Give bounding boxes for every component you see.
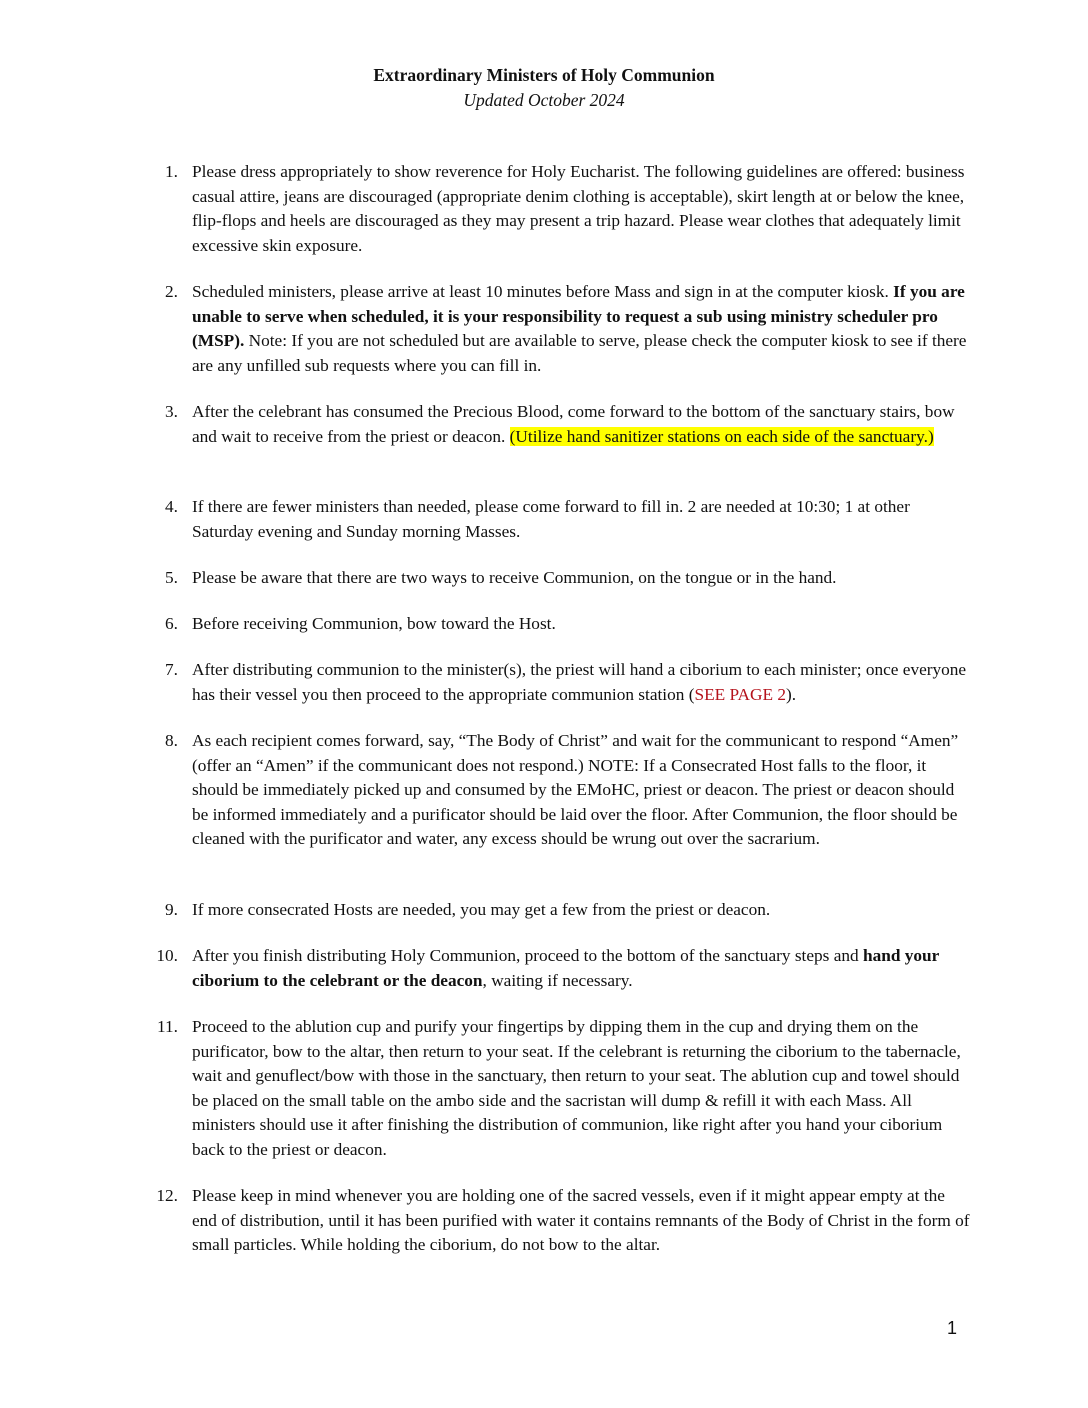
list-item-text: Proceed to the ablution cup and purify your fingertips by dipping them in the cup and drying them on the purificator, bow to the altar, then return to your seat. If the celebrant is returning the ciborium to the tabernacle, wait and genuflect/bow with those in the sanctuary, then return to your seat. The ablution cup and towel should be placed on the small table on the ambo side and the sacristan will dump & refill it with each Mass. All ministers should use it after finishing the distribution of communion, like right after you hand your ciborium back to the priest or deacon. [192, 1017, 961, 1159]
list-item-text [192, 658, 972, 707]
list-item-text: If there are fewer ministers than needed, please come forward to fill in. 2 are needed at 10:30; 1 at other Saturday evening and Sunday morning Masses. [192, 497, 910, 541]
document-title: Extraordinary Ministers of Holy Communion [373, 65, 715, 85]
list-item-number: 8. [165, 731, 178, 750]
list-item-number: 11. [157, 1017, 178, 1036]
list-item-number: 3. [165, 402, 178, 421]
list-item-number: 7. [165, 660, 178, 679]
list-item-text [192, 944, 972, 993]
list-item-text: As each recipient comes forward, say, “The Body of Christ” and wait for the communicant to respond “Amen” (offer an “Amen” if the communicant does not respond.) NOTE: If a Consecrated Host falls to the floor, it should be immediately picked up and consumed by the EMoHC, priest or deacon. The priest or deacon should be informed immediately and a purificator should be laid over the floor. After Communion, the floor should be cleaned with the purificator and water, any excess should be wrung out over the sacrarium. [192, 731, 959, 849]
list-item-text: Please keep in mind whenever you are holding one of the sacred vessels, even if it might appear empty at the end of distribution, until it has been purified with water it contains remnants of the Body of Christ in the form of small particles. While holding the ciborium, do not bow to the altar. [192, 1186, 970, 1255]
list-item-text: Please dress appropriately to show reverence for Holy Eucharist. The following guidelines are offered: business casual attire, jeans are discouraged (appropriate denim clothing is acceptable), skirt length at or below the knee, flip-flops and heels are discouraged as they may present a trip hazard. Please wear clothes that adequately limit excessive skin exposure. [192, 162, 965, 255]
document-subtitle: Updated October 2024 [463, 90, 625, 110]
list-item-number: 12. [156, 1186, 178, 1205]
list-item-text-part: After you finish distributing Holy Communion, proceed to the bottom of the sanctuary steps and [192, 946, 863, 965]
list-item-text [192, 280, 972, 378]
list-item-bold-text: If you are unable to serve when scheduled, it is your responsibility to request a sub using ministry scheduler pro (MSP). [192, 282, 965, 351]
list-item-text-part: Note: If you are not scheduled but are available to serve, please check the computer kiosk to see if there are any unfilled sub requests where you can fill in. [192, 331, 967, 375]
see-page-2-link[interactable]: SEE PAGE 2 [694, 684, 787, 704]
page-number: 1 [947, 1318, 958, 1338]
list-item-number: 10. [156, 946, 178, 965]
list-item-number: 5. [165, 568, 178, 587]
list-item-text-part: Scheduled ministers, please arrive at least 10 minutes before Mass and sign in at the computer kiosk. [192, 282, 894, 301]
list-item-text: Please be aware that there are two ways to receive Communion, on the tongue or in the hand. [192, 568, 837, 587]
list-item-text: Before receiving Communion, bow toward the Host. [192, 614, 556, 633]
list-item-number: 2. [165, 282, 178, 301]
list-item-text-part: After distributing communion to the minister(s), the priest will hand a ciborium to each minister; once everyone has their vessel you then proceed to the appropriate communion station ( [192, 660, 967, 704]
list-item-text [192, 400, 972, 449]
list-item-text-part: After the celebrant has consumed the Precious Blood, come forward to the bottom of the sanctuary stairs, bow and wait to receive from the priest or deacon. [192, 402, 955, 446]
list-item-number: 1. [165, 162, 178, 181]
highlighted-text: (Utilize hand sanitizer stations on each side of the sanctuary.) [509, 426, 934, 446]
list-item-number: 6. [165, 614, 178, 633]
list-item-bold-text: hand your ciborium to the celebrant or the deacon [192, 946, 940, 990]
list-item-text: If more consecrated Hosts are needed, you may get a few from the priest or deacon. [192, 900, 771, 919]
list-item-number: 9. [165, 900, 178, 919]
list-item-text-part: , waiting if necessary. [482, 970, 633, 990]
list-item-number: 4. [165, 497, 178, 516]
list-item-text-part: ). [786, 684, 797, 704]
